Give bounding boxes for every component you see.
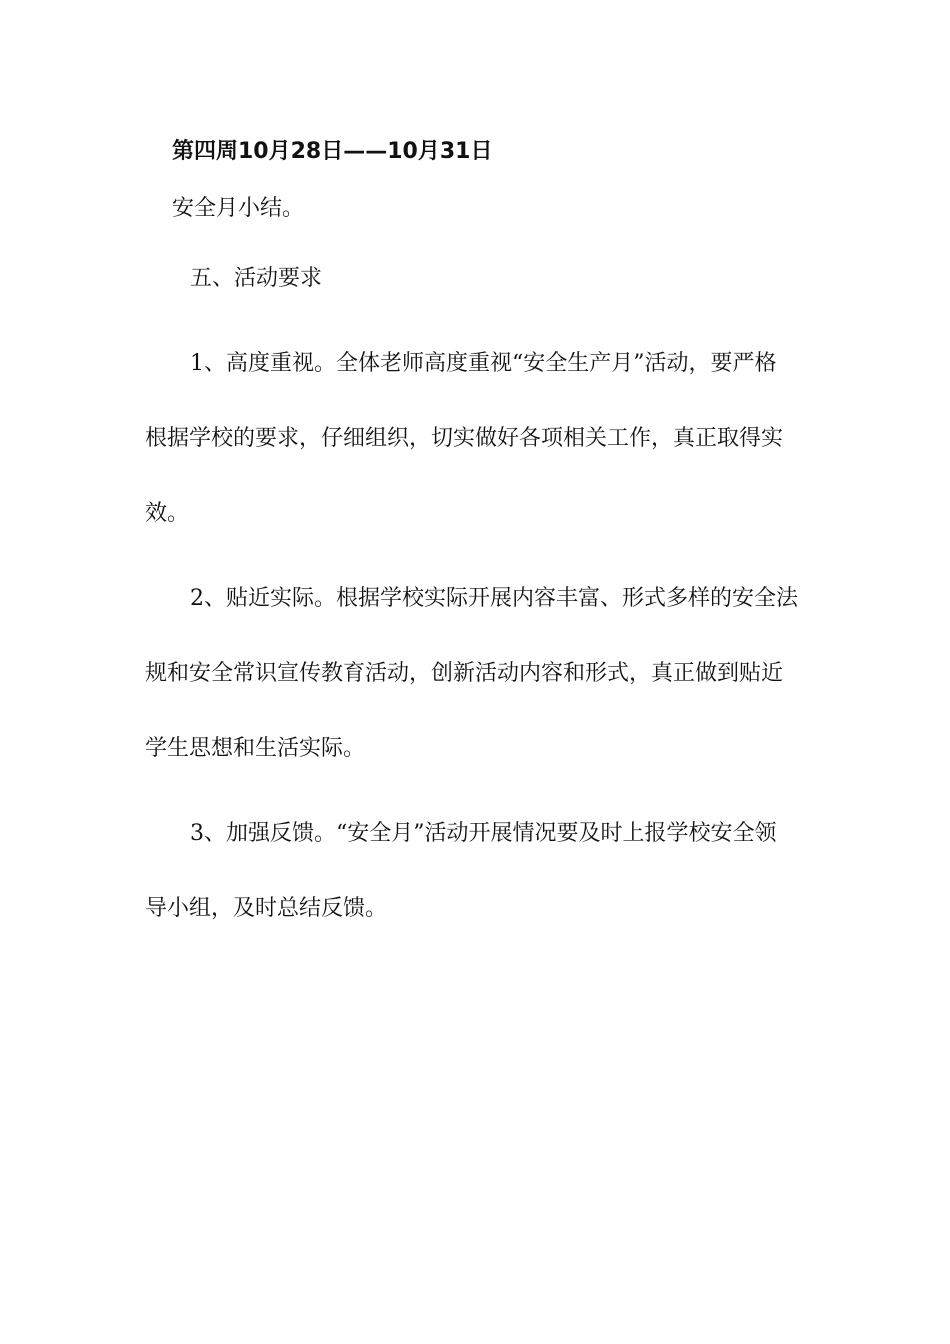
requirement-1-line-1: 1、高度重视。全体老师高度重视“安全生产月”活动，要严格 (190, 351, 777, 376)
requirement-3-line-2: 导小组，及时总结反馈。 (145, 896, 388, 921)
requirement-2-line-2: 规和安全常识宣传教育活动，创新活动内容和形式，真正做到贴近 (145, 661, 784, 686)
section-title: 五、活动要求 (190, 266, 323, 291)
requirement-2-line-3: 学生思想和生活实际。 (145, 736, 366, 761)
requirement-1-line-2: 根据学校的要求，仔细组织，切实做好各项相关工作，真正取得实 (145, 426, 784, 451)
requirement-2-line-1: 2、贴近实际。根据学校实际开展内容丰富、形式多样的安全法 (190, 586, 798, 611)
requirement-1-line-3: 效。 (145, 501, 190, 526)
requirement-3-line-1: 3、加强反馈。“安全月”活动开展情况要及时上报学校安全领 (190, 821, 777, 846)
week-heading: 第四周10月28日——10月31日 (172, 139, 493, 164)
summary-text: 安全月小结。 (172, 196, 305, 221)
